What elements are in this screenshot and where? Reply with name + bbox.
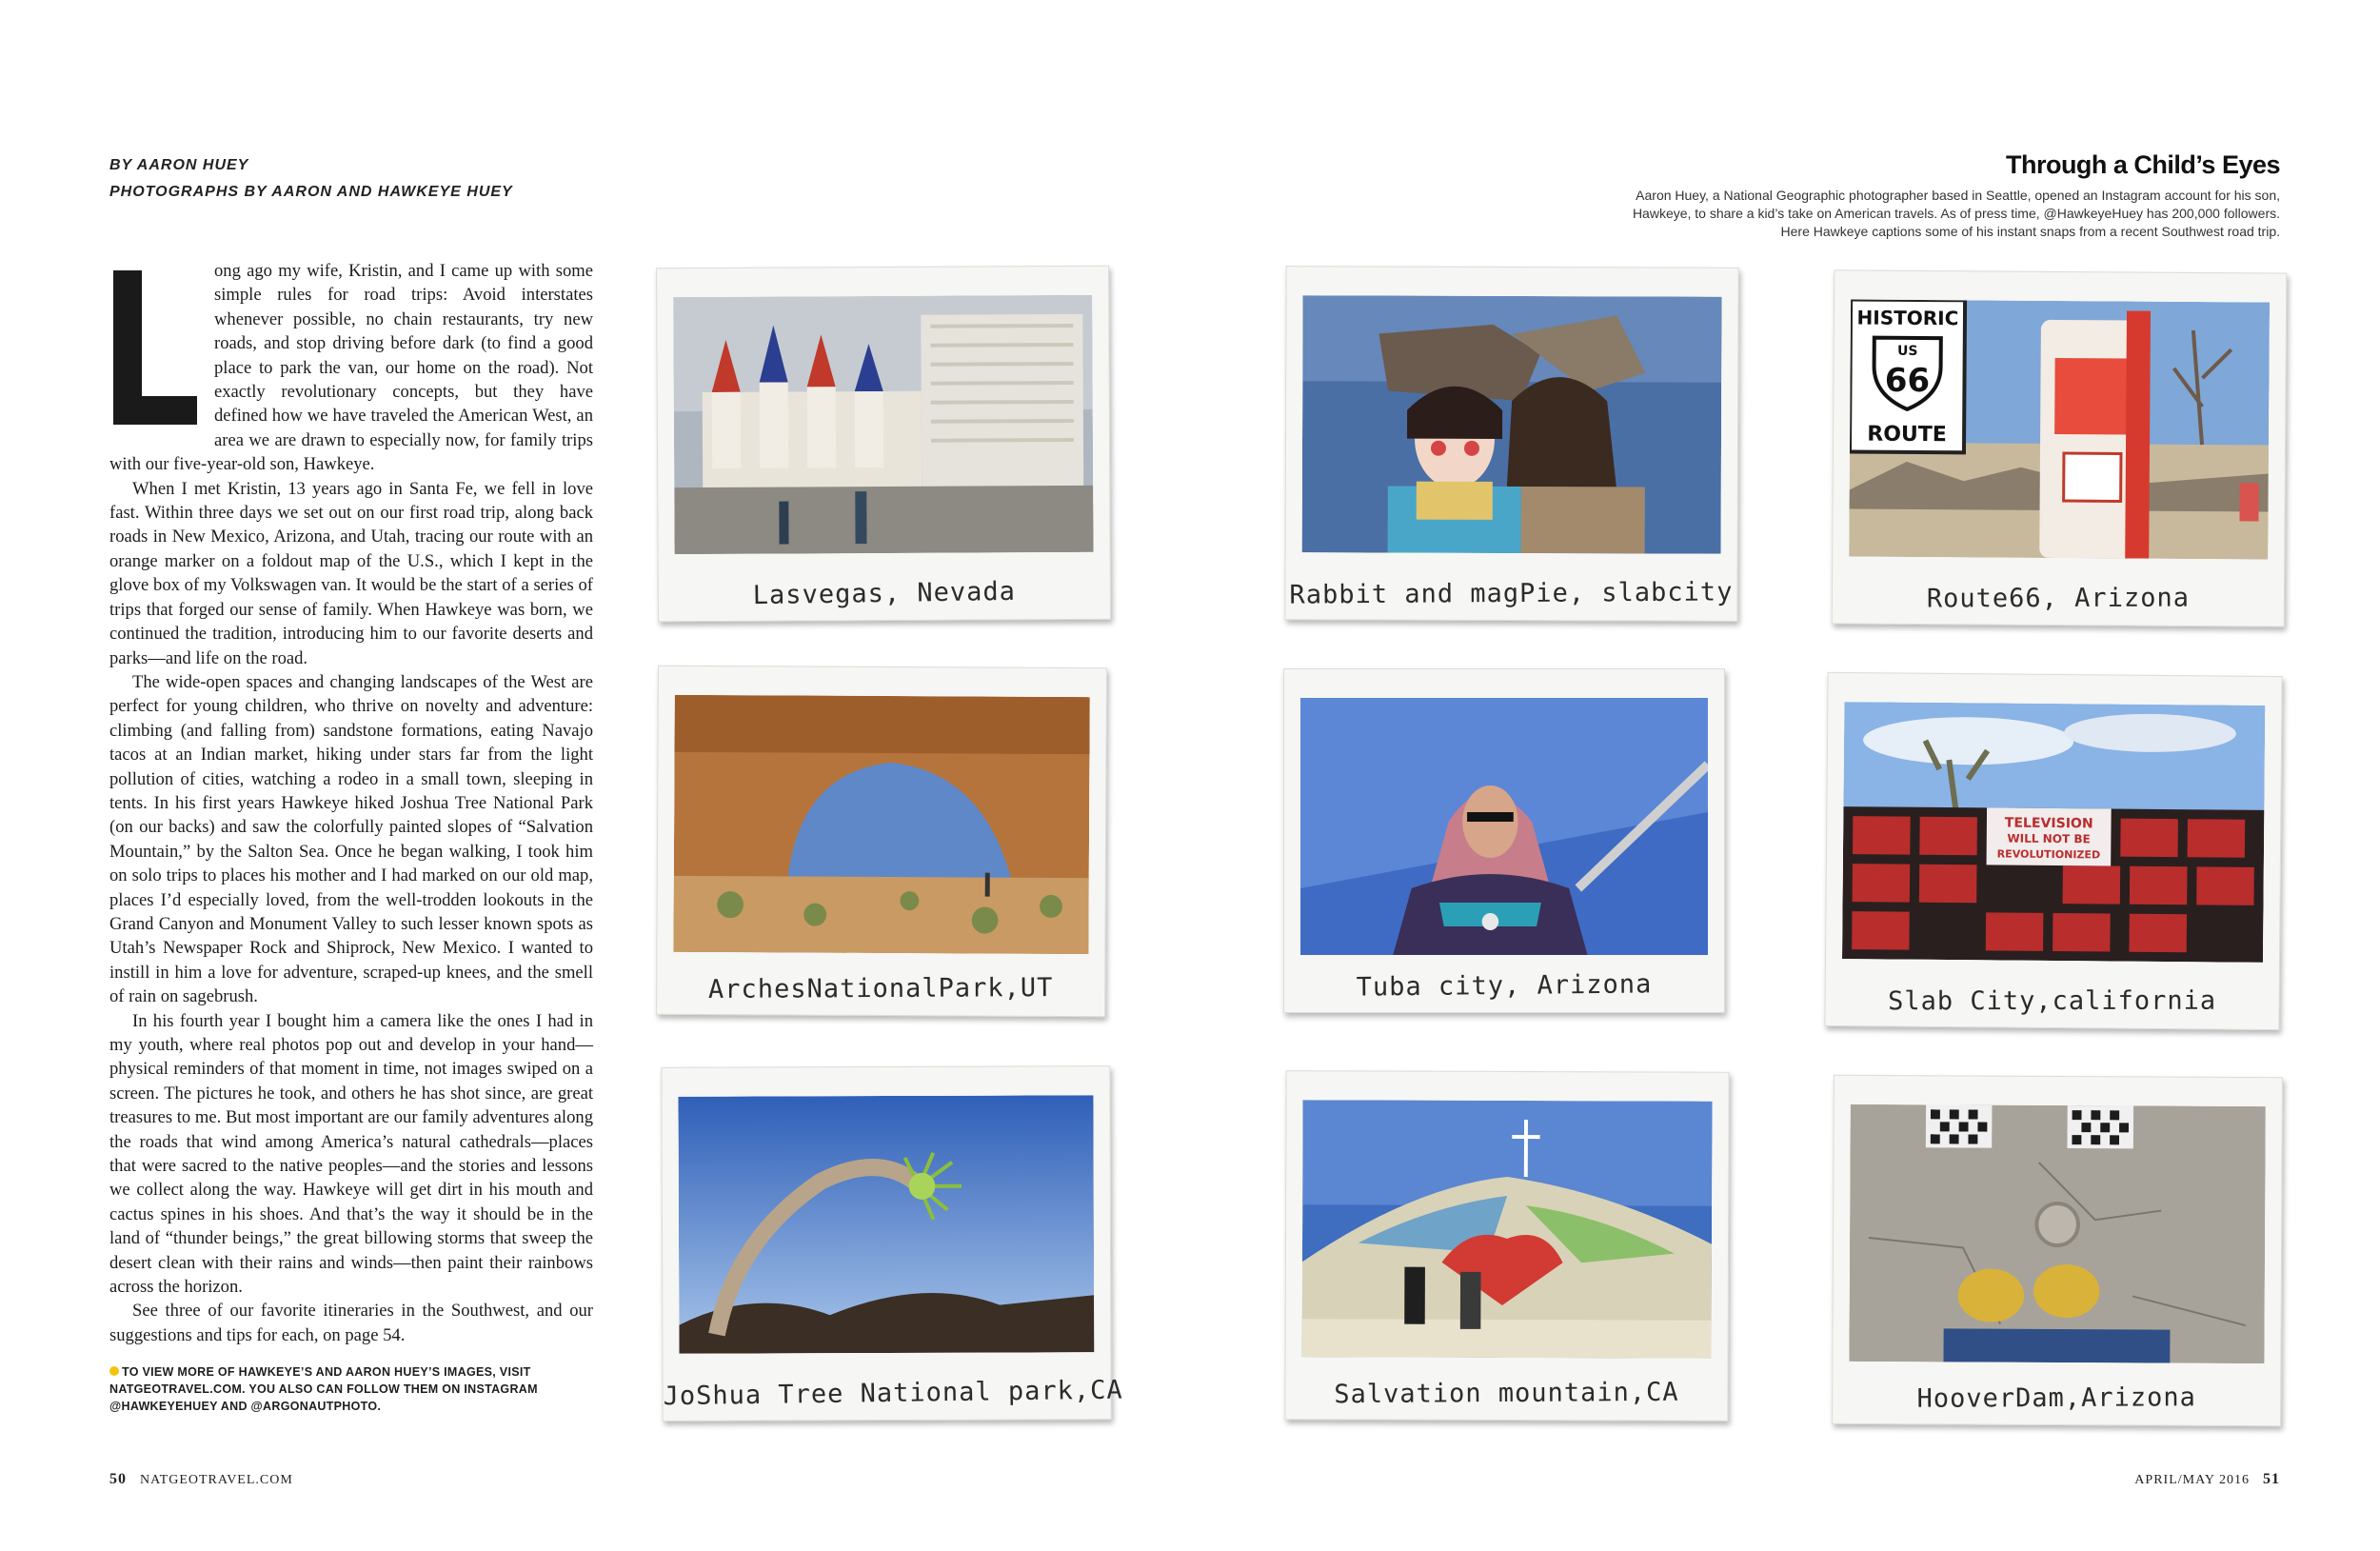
polaroid-salvation-mountain	[1284, 1070, 1729, 1422]
photo-rabbit-magpie	[1302, 295, 1722, 554]
paragraph-5: See three of our favorite itineraries in the Southwest, and our suggestions and tips for each, on page 54.	[109, 1301, 593, 1345]
folio-right	[2134, 1471, 2280, 1488]
caption-arches: ArchesNationalPark,UT	[707, 973, 1054, 1004]
folio-left	[109, 1471, 293, 1488]
caption-joshua-tree: JoShua Tree National park,CA	[663, 1375, 1123, 1412]
photo-arches	[673, 695, 1089, 954]
polaroid-joshua-tree	[661, 1065, 1123, 1422]
photo-slab-city	[1842, 702, 2265, 963]
caption-tuba-city: Tuba city, Arizona	[1356, 969, 1653, 1003]
drop-cap	[109, 267, 201, 428]
page-number-left: 50	[109, 1471, 127, 1487]
sign-television: TELEVISION	[2004, 815, 2093, 832]
polaroid-las-vegas	[656, 266, 1111, 622]
bullet-dot-icon	[109, 1366, 119, 1376]
folio-right-text: APRIL/MAY 2016	[2134, 1473, 2250, 1487]
caption-route-66: Route66, Arizona	[1926, 583, 2191, 614]
sign-66: 66	[1884, 361, 1931, 401]
sidebar-title: Through a Child’s Eyes	[2005, 150, 2280, 179]
sign-revolutionized: REVOLUTIONIZED	[1996, 847, 2101, 862]
sign-route: ROUTE	[1867, 422, 1947, 447]
photo-tuba-city	[1300, 698, 1708, 955]
photo-credit: PHOTOGRAPHS BY AARON AND HAWKEYE HUEY	[109, 184, 513, 200]
sidebar-dek	[1499, 187, 2280, 241]
caption-las-vegas: Lasvegas, Nevada	[752, 576, 1017, 611]
caption-hoover-dam: HooverDam,Arizona	[1916, 1382, 2196, 1414]
sign-historic: HISTORIC	[1856, 306, 1959, 330]
sidebar-dek-line-1: Aaron Huey, a National Geographic photographer based in Seattle, opened an Instagram account for his son,	[1636, 188, 2280, 203]
page-number-right: 51	[2263, 1471, 2280, 1487]
caption-salvation-mountain: Salvation mountain,CA	[1334, 1377, 1679, 1410]
polaroid-arches	[656, 666, 1107, 1017]
sidebar-dek-line-3: Here Hawkeye captions some of his instant snaps from a recent Southwest road trip.	[1780, 224, 2280, 239]
byline	[109, 152, 513, 206]
paragraph-2: When I met Kristin, 13 years ago in Santa Fe, we fell in love fast. Within three days we set out on our first road trip, along back roads in New Mexico, Arizona, and Utah, tracing our route with an orange marker on a foldout map of the U.S., which I kept in the glove box of my Volkswagen van. It would be the start of a series of trips that forged our sense of family. When Hawkeye was born, we continued the tradition, introducing him to our favorite deserts and parks—and life on the road.	[109, 478, 593, 668]
polaroid-hoover-dam	[1832, 1075, 2283, 1426]
sign-us: US	[1896, 343, 1918, 359]
footnote-text: TO VIEW MORE OF HAWKEYE’S AND AARON HUEY’S IMAGES, VISIT NATGEOTRAVEL.COM. YOU ALSO CAN FOLLOW THEM ON INSTAGRAM @HAWKEYEHUEY AND @ARGONAUTPHOTO.	[109, 1365, 538, 1413]
caption-rabbit-magpie: Rabbit and magPie, slabcity	[1289, 577, 1734, 610]
photo-las-vegas	[673, 295, 1093, 554]
author-byline: BY AARON HUEY	[109, 157, 249, 173]
folio-left-text: NATGEOTRAVEL.COM	[140, 1473, 293, 1487]
caption-slab-city: Slab City,california	[1888, 985, 2217, 1017]
sidebar-dek-line-2: Hawkeye, to share a kid’s take on American travels. As of press time, @HawkeyeHuey has 200,000 followers.	[1632, 206, 2280, 221]
photo-hoover-dam	[1849, 1104, 2265, 1363]
photo-joshua-tree	[678, 1095, 1094, 1354]
polaroid-tuba-city	[1283, 668, 1725, 1013]
polaroid-rabbit-magpie	[1284, 266, 1738, 622]
paragraph-4: In his fourth year I bought him a camera like the ones I had in my youth, where real photos pop out and develop in your hand—physical reminders of that moment in time, not images swiped on a screen. The pictures he took, and others he has shot since, are great treasures to me. But most important are our family adventures along the roads that wind among America’s natural cathedrals—places that were sacred to the native peoples—and the stories and lessons we collect along the way. Hawkeye will get dirt in his mouth and cactus spines in his shoes. And that’s the way it should be in the land of “thunder beings,” the great billowing storms that sweep the desert clean with their rains and winds—then paint their rainbows across the horizon.	[109, 1010, 593, 1298]
sign-will-not-be: WILL NOT BE	[2007, 831, 2091, 846]
drop-cap-glyph	[109, 267, 201, 428]
footnote	[109, 1363, 557, 1415]
photo-route-66	[1849, 299, 2270, 559]
polaroid-slab-city	[1824, 672, 2282, 1030]
polaroid-route-66	[1832, 269, 2288, 626]
photo-salvation-mountain	[1302, 1100, 1713, 1358]
article-body	[109, 259, 593, 1347]
paragraph-1: ong ago my wife, Kristin, and I came up with some simple rules for road trips: Avoid interstates whenever possible, no chain restaurants, try new roads, and stop driving before dark (to find a good place to park the van, our home on the road). Not exactly revolutionary concepts, but they have defined how we have traveled the American West, an area we are drawn to especially now, for family trips with our five-year-old son, Hawkeye.	[109, 261, 593, 475]
paragraph-3: The wide-open spaces and changing landscapes of the West are perfect for young children, who thrive on novelty and adventure: climbing (and falling from) sandstone formations, eating Navajo tacos at an Indian market, hiking under stars far from the light pollution of cities, watching a rodeo in a small town, sleeping in tents. In his first years Hawkeye hiked Joshua Tree National Park (on our backs) and saw the colorfully painted slopes of “Salvation Mountain,” by the Salton Sea. Once he began walking, I took him on solo trips to places his mother and I had marked on our old map, places I’d especially loved, from the well-trodden lookouts in the Grand Canyon and Monument Valley to such lesser known spots as Utah’s Newspaper Rock and Shiprock, New Mexico. I wanted to instill in him a love for adventure, scraped-up knees, and the smell of rain on sagebrush.	[109, 671, 593, 1007]
